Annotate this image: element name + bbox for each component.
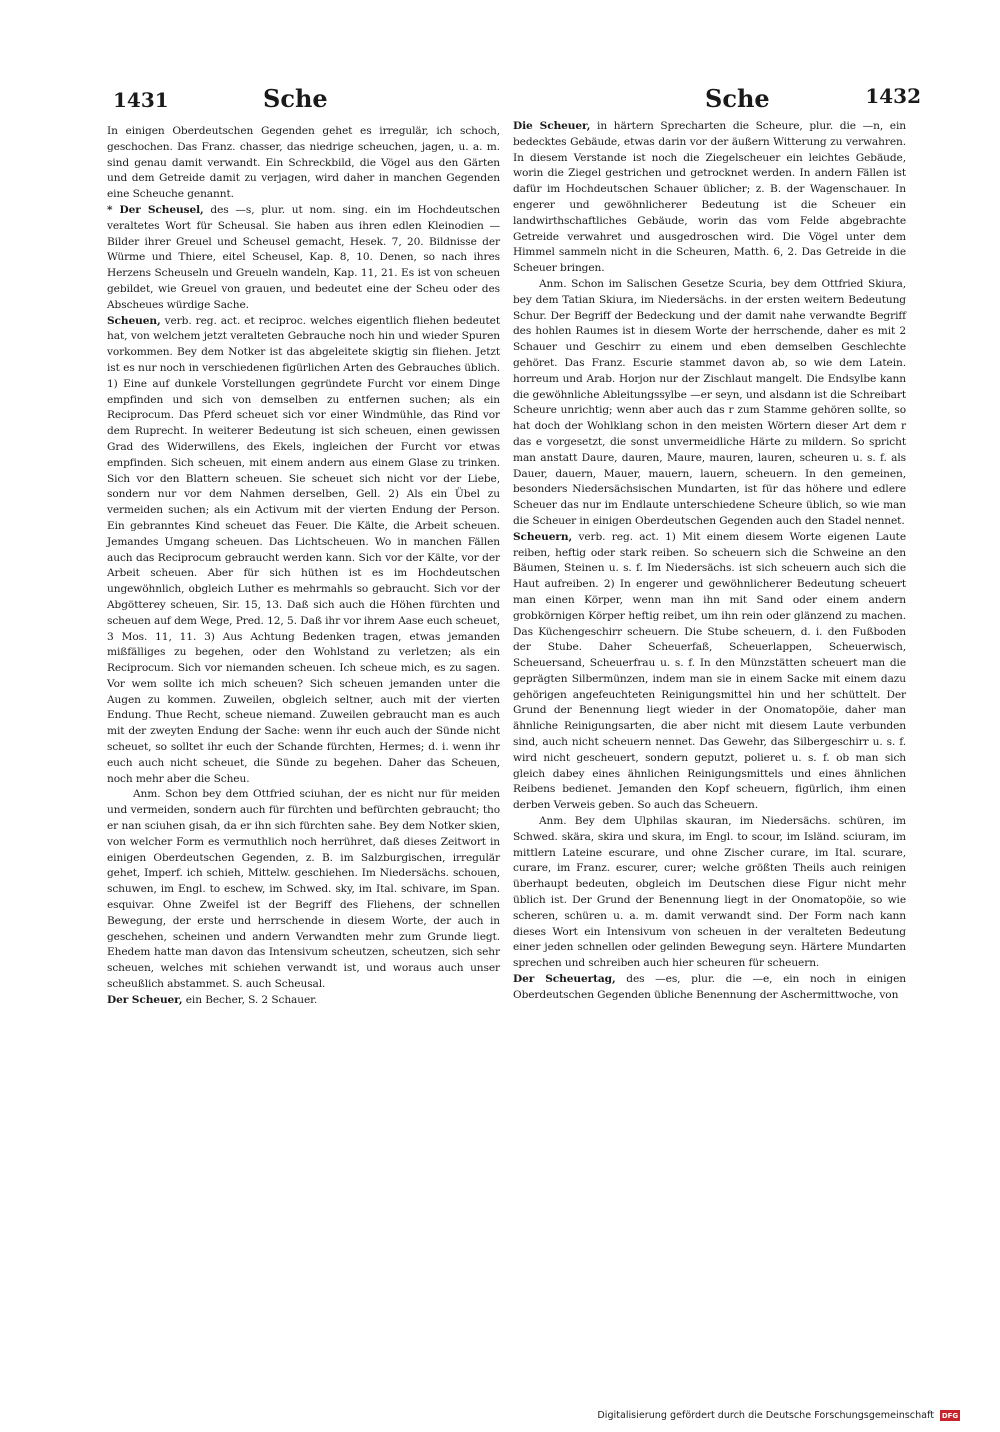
entry-lemma: Scheuen, [107, 314, 161, 327]
dictionary-entry [513, 119, 906, 277]
annotation-paragraph: Anm. Bey dem Ulphilas skauran, im Niedersächs. schüren, im Schwed. skära, skira und skura, im Engl. to scour, im Isländ. sciuram, im mittlern Lateine escurare, und ohne Zischer curare, im Ital. scurare, curare, im Franz. escurer, curer; welche größten Theils auch reinigen überhaupt bedeuten, obgleich im Deutschen diese Figur nicht mehr üblich ist. Der Grund der Benennung liegt in der Onomatopöie, so wie scheren, schüren u. a. m. damit verwandt sind. Der Form nach kann dieses Wort ein Intensivum von scheuen in der veralteten Bedeutung einer jeden schnellen oder gelinden Bewegung seyn. Härtere Mundarten sprechen und schreiben auch hier scheuren für scheuern. [513, 815, 906, 970]
entry-lemma: Scheuern, [513, 530, 573, 543]
right-column [513, 119, 906, 1004]
entry-lemma: * Der Scheusel, [107, 203, 204, 216]
dictionary-entry [107, 314, 500, 788]
entry-text: des —s, plur. ut nom. sing. ein im Hochdeutschen veraltetes Wort für Scheusal. Sie haben aus ihren edlen Kleinodien — Bilder ihrer Greuel und Scheusel gemacht, Hesek. 7, 20. Bildnisse der Würme und Thiere, eitel Scheusel, Kap. 8, 10. Denen, so nach ihres Herzens Scheuseln und Greueln wandeln, Kap. 11, 21. Es ist von scheuen gebildet, wie Greuel von grauen, und bedeutet eine der Scheu oder des Abscheues würdige Sache. [107, 203, 500, 311]
entry-text: verb. reg. act. et reciproc. welches eigentlich fliehen bedeutet hat, von welchem jetzt veralteten Gebrauche noch hin und wieder Spuren vorkommen. Bey dem Notker ist das abgeleitete skigtig sin fliehen. Jetzt ist es nur noch in verschiedenen figürlichen Arten des Gebrauches üblich. 1) Eine auf dunkele Vorstellungen gegründete Furcht vor einem Dinge empfinden und sich von demselben zu entfernen suchen; als ein Reciprocum. Das Pferd scheuet sich vor einer Windmühle, das Rind vor dem Ruprecht. In weiterer Bedeutung ist sich scheuen, einen gewissen Grad des Widerwillens, des Ekels, ingleichen der Furcht vor etwas empfinden. Sich scheuen, mit einem andern aus einem Glase zu trinken. Sich vor den Blattern scheuen. Sie scheuet sich nicht vor der Liebe, sondern nur vor dem Nahmen derselben, Gell. 2) Als ein Übel zu vermeiden suchen; als ein Activum mit der vierten Endung der Person. Ein gebranntes Kind scheuet das Feuer. Die Kälte, die Arbeit scheuen. Jemandes Umgang scheuen. Das Lichtscheuen. Wo in manchen Fällen auch das Reciprocum gebraucht werden kann. Sich vor der Kälte, vor der Arbeit scheuen. Aber für sich hüthen ist es im Hochdeutschen ungewöhnlich, obgleich Luther es mehrmahls so gebraucht. Sich vor der Abgötterey scheuen, Sir. 15, 13. Daß sich auch die Höhen fürchten und scheuen auf dem Wege, Pred. 12, 5. Daß ihr vor ihrem Aase euch scheuet, 3 Mos. 11, 11. 3) Aus Achtung Bedenken tragen, etwas jemanden mißfälliges zu begehen, oder den Wohlstand zu verletzen; als ein Reciprocum. Sich vor niemanden scheuen. Ich scheue mich, es zu sagen. Vor wem sollte ich mich scheuen? Sich scheuen jemanden unter die Augen zu kommen. Zuweilen, obgleich seltner, auch mit der vierten Endung. Thue Recht, scheue niemand. Zuweilen gebraucht man es auch mit der zweyten Endung der Sache: wenn ihr euch auch der Sünde nicht scheuet, so solltet ihr euch der Schande fürchten, Hermes; d. i. wenn ihr euch auch nicht scheuet, die Sünde zu begehen. Daher das Scheuen, noch mehr aber die Scheu. [107, 314, 500, 785]
dictionary-entry [513, 972, 906, 1004]
dictionary-entry [513, 530, 906, 814]
page-number-left: 1431 [113, 88, 169, 112]
entry-text: verb. reg. act. 1) Mit einem diesem Worte eigenen Laute reiben, heftig oder stark reiben. So scheuern sich die Schweine an den Bäumen, Steinen u. s. f. Im Niedersächs. ist sich scheuern auch sich die Haut aufreiben. 2) In engerer und gewöhnlicherer Bedeutung scheuert man einen Körper, wenn man ihn mit Sand oder einem andern grobkörnigen Körper heftig reibet, um ihn rein oder glänzend zu machen. Das Küchengeschirr scheuern. Die Stube scheuern, d. i. den Fußboden der Stube. Daher Scheuerfaß, Scheuerlappen, Scheuerwisch, Scheuersand, Scheuerfrau u. s. f. In den Münzstätten scheuert man die geprägten Silbermünzen, indem man sie in einem Sacke mit einem dazu gehörigen angefeuchteten Reinigungsmittel hin und her schüttelt. Der Grund der Benennung liegt wieder in der Onomatopöie, daher man ähnliche Reinigungsarten, die aber nicht mit diesem Laute verbunden sind, auch nicht scheuern nennet. Das Gewehr, das Silbergeschirr u. s. f. wird nicht gescheuert, sondern geputzt, polieret u. s. f. ob man sich gleich dabey eines ähnlichen Reinigungsmittels und eines ähnlichen Reibens bedienet. Jemanden den Kopf scheuern, figürlich, ihm einen derben Verweis geben. So auch das Scheuern. [513, 530, 906, 812]
entry-text: in härtern Sprecharten die Scheure, plur. die —n, ein bedecktes Gebäude, etwas darin vor der äußern Witterung zu verwahren. In diesem Verstande ist noch die Ziegelscheuer ein leichtes Gebäude, worin die Ziegel gestrichen und getrocknet werden. In andern Fällen ist dafür im Hochdeutschen Schauer üblicher; z. B. der Wagenschauer. In engerer und gewöhnlicherer Bedeutung ist die Scheuer ein landwirthschaftliches Gebäude, worin das vom Felde abgebrachte Getreide verwahret und ausgedroschen wird. Die Vögel unter dem Himmel sammeln nicht in die Scheuren, Matth. 6, 2. Das Getreide in die Scheuer bringen. [513, 120, 906, 275]
entry-text: ein Becher, S. 2 Schauer. [182, 993, 318, 1006]
running-head-right: Sche [705, 84, 770, 113]
page-number-right: 1432 [865, 84, 921, 108]
dfg-logo: DFG [941, 1411, 959, 1420]
dictionary-entry [107, 993, 500, 1009]
entry-lemma: Der Scheuertag, [513, 973, 616, 986]
footer [597, 1410, 960, 1421]
page-header [105, 84, 925, 124]
running-head-left: Sche [263, 84, 328, 113]
annotation-paragraph: Anm. Schon im Salischen Gesetze Scuria, bey dem Ottfried Skiura, bey dem Tatian Skiura, im Niedersächs. in der ersten weitern Bedeutung Schur. Der Begriff der Bedeckung und der damit nahe verwandte Begriff des hohlen Raumes ist in diesem Worte der herrschende, daher es mit 2 Schauer und Geschirr zu einem und eben demselben Geschlechte gehöret. Das Franz. Escurie stammet davon ab, so wie dem Latein. horreum und Arab. Horjon nur der Zischlaut mangelt. Die Endsylbe kann die gewöhnliche Ableitungssylbe —er seyn, und alsdann ist die Schreibart Scheure unrichtig; wenn aber auch das r zum Stamme gehören sollte, so hat doch der Wohlklang schon in den meisten Wörtern dieser Art dem r das e vorgesetzt, die sonst unvermeidliche Härte zu mildern. So spricht man anstatt Daure, dauren, Maure, mauren, lauren, scheuren u. s. f. als Dauer, dauern, Mauer, mauern, lauern, scheuern. In den gemeinen, besonders Niedersächsischen Mundarten, ist für das höhere und edlere Scheuer das nur im Endlaute unterschiedene Scheure üblich, so wie man die Scheuer in einigen Oberdeutschen Gegenden auch den Stadel nennet. [513, 277, 906, 527]
annotation-paragraph: Anm. Schon bey dem Ottfried sciuhan, der es nicht nur für meiden und vermeiden, sondern auch für fürchten und befürchten gebraucht; tho er nan sciuhen gisah, da er ihn sich fürchten sahe. Bey dem Notker skien, von welcher Form es vermuthlich noch herrühret, daß dieses Zeitwort in einigen Oberdeutschen Gegenden, z. B. im Salzburgischen, irregulär gehet, Imperf. ich schieh, Mittelw. geschiehen. Im Niedersächs. schouen, schuwen, im Engl. to eschew, im Schwed. sky, im Ital. schivare, im Span. esquivar. Ohne Zweifel ist der Begriff des Fliehens, der schnellen Bewegung, der erste und herrschende in diesem Worte, der auch in geschehen, scheinen und andern Verwandten mehr zum Grunde liegt. Ehedem hatte man davon das Intensivum scheutzen, scheutzen, sich sehr scheuen, welches mit schiehen verwandt ist, und woraus auch unser scheußlich abstammet. S. auch Scheusal. [107, 788, 500, 991]
entry-lemma: Die Scheuer, [513, 120, 591, 132]
dictionary-entry [107, 203, 500, 314]
entry-lemma: Der Scheuer, [107, 993, 183, 1006]
left-column [107, 124, 500, 1009]
entry-text: des —es, plur. die —e, ein noch in einigen Oberdeutschen Gegenden übliche Benennung der Aschermittwoche, von [513, 973, 906, 1001]
continuation-paragraph: In einigen Oberdeutschen Gegenden gehet es irregulär, ich schoch, geschochen. Das Franz. chasser, das niedrige scheuchen, jagen, u. a. m. sind genau damit verwandt. Ein Schreckbild, die Vögel aus den Gärten und dem Getreide damit zu verjagen, wird daher in manchen Gegenden eine Scheuche genannt. [107, 125, 500, 201]
funding-credit: Digitalisierung gefördert durch die Deutsche Forschungsgemeinschaft [597, 1410, 934, 1421]
